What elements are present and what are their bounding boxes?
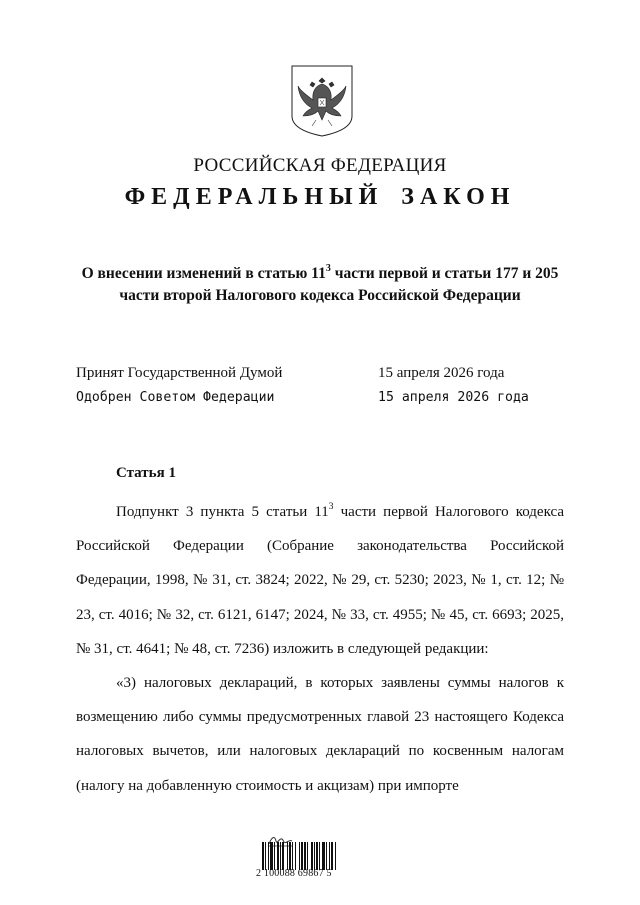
law-title xyxy=(60,263,580,307)
article-paragraph-1 xyxy=(76,495,564,666)
barcode-icon xyxy=(262,842,366,870)
article-body xyxy=(76,495,564,803)
paragraph-1-part-b: части первой Налогового кодекса Российской Федерации (Собрание законодательства Российской Федерации, 1998, № 31, ст. 3824; 2022, № 29, ст. 5230; 2023, № 1, ст. 12; № 23, ст. 4016; № 32, ст. 6121, 6147; 2024, № 33, ст. 4955; № 45, ст. 6693; 2025, № 31, ст. 4641; № 48, ст. 7236) изложить в следующей редакции: xyxy=(76,504,565,657)
adopted-label: Принят Государственной Думой xyxy=(76,365,283,381)
title-line2: части второй Налогового кодекса Российской Федерации xyxy=(119,287,521,304)
document-type xyxy=(0,184,640,211)
document-type-word-1: ФЕДЕРАЛЬНЫЙ xyxy=(124,184,384,210)
title-line1-part-b: части первой и статьи 177 и 205 xyxy=(330,265,559,282)
adopted-row xyxy=(76,365,576,382)
approved-row xyxy=(76,390,576,405)
article-heading: Статья 1 xyxy=(116,465,176,481)
document-type-word-2: ЗАКОН xyxy=(401,184,516,210)
barcode-number: 2 100088 69867 5 xyxy=(256,868,332,879)
coat-of-arms-icon xyxy=(290,64,354,138)
country-name: РОССИЙСКАЯ ФЕДЕРАЦИЯ xyxy=(193,155,447,176)
paragraph-1-part-a: Подпункт 3 пункта 5 статьи 11 xyxy=(116,504,329,520)
paragraph-1-superscript: 3 xyxy=(328,502,334,512)
title-superscript: 3 xyxy=(325,262,331,274)
article-paragraph-2: «3) налоговых деклараций, в которых заявлены суммы налогов к возмещению либо суммы предусмотренных главой 23 настоящего Кодекса налоговых вычетов, или налоговых деклараций по косвенным налогам (налогу на добавленную стоимость и акцизам) при импорте xyxy=(76,675,564,794)
title-line1-part-a: О внесении изменений в статью 11 xyxy=(81,265,326,282)
approved-label: Одобрен Советом Федерации xyxy=(76,390,275,405)
adopted-date: 15 апреля 2026 года xyxy=(378,365,505,381)
approved-date: 15 апреля 2026 года xyxy=(378,390,529,405)
